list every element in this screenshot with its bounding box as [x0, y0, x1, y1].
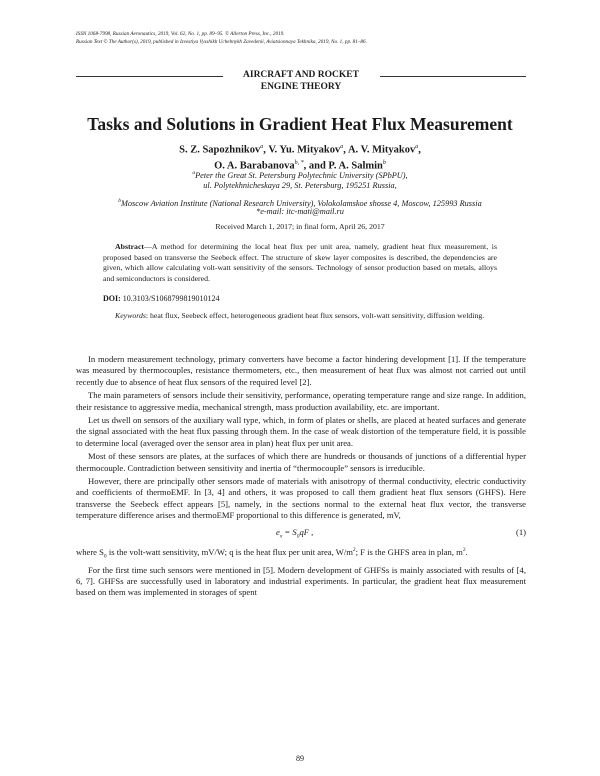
author-2: V. Yu. Mityakov	[268, 144, 341, 156]
author-4: O. A. Barabanova	[214, 160, 295, 171]
abstract	[103, 242, 497, 284]
doi-value[interactable]: 10.3103/S1068799819010124	[122, 294, 220, 303]
p6-part-a: where S	[76, 546, 104, 557]
eq-equals-s: = S	[282, 526, 297, 537]
author-3-affil: a	[415, 144, 419, 150]
abstract-label: Abstract	[115, 242, 145, 251]
journal-header	[76, 30, 536, 46]
journal-header-line1: ISSN 1068-7998, Russian Aeronautics, 2019, Vol. 62, No. 1, pp. 89–95. © Allerton Press, Inc., 2019.	[76, 31, 285, 37]
equation-1	[76, 525, 526, 541]
paragraph-5: However, there are principally other sensors made of materials with anisotropy of thermal conductivity, electric conductivity and coefficients of thermoEMF. In [3, 4] and others, it was proposed to call them gradient heat flux sensors (GHFS). Here transverse the Seebeck effect appears [5], namely, in the sections normal to the external heat flux vector, the transverse temperature difference arises and thermoEMF proportional to this difference is generated, mV,	[76, 476, 526, 521]
affiliation-b-marker: b	[118, 198, 121, 204]
paragraph-6	[76, 545, 526, 563]
section-rule-left	[76, 76, 223, 77]
paragraph-2: The main parameters of sensors include their sensitivity, performance, operating temperature range and size range. In addition, their resistance to aggressive media, mechanical strength, mass production availability, etc. are important.	[76, 390, 526, 412]
equation-expression	[276, 527, 313, 543]
received-dates: Received March 1, 2017; in final form, April 26, 2017	[215, 222, 385, 231]
paragraph-4: Most of these sensors are plates, at the surfaces of which there are hundreds or thousands of junctions of a differential hyper thermocouple. Contradiction between sensitivity and inertia of “thermocouple” sensors is irreducible.	[76, 451, 526, 473]
section-heading-line2: ENGINE THEORY	[260, 82, 342, 92]
p6-part-b: is the volt-watt sensitivity, mV/W; q is the heat flux per unit area, W/m	[106, 546, 353, 557]
eq-symbol-e: e	[276, 526, 280, 537]
paragraph-7: For the first time such sensors were mentioned in [5]. Modern development of GHFSs is mainly associated with results of [4, 6, 7]. GHFSs are successfully used in laboratory and industrial experiments. In particular, the gradient heat flux measurement based on them was implemented in storages of spent	[76, 564, 526, 598]
author-3: A. V. Mityakov	[347, 144, 416, 156]
author-1-affil: a	[260, 144, 264, 150]
p6-sup1: 2	[352, 546, 356, 553]
page-number: 89	[296, 754, 304, 763]
journal-header-line2: Russian Text © The Author(s), 2019, published in Izvestiya Vysshikh Uchebnykh Zavedenii, Aviatsionnaya Tekhnika, 2019, No. 1, pp. 81–86.	[76, 39, 367, 45]
eq-sub-0: 0	[296, 533, 300, 540]
author-5-affil: b	[382, 159, 386, 166]
section-heading-line1: AIRCRAFT AND ROCKET	[243, 70, 359, 80]
section-heading	[226, 69, 376, 93]
abstract-text: —A method for determining the local heat flux per unit area, namely, gradient heat flux measurement, is proposed based on transverse the Seebeck effect. The structure of skew layer composites is described, the dependencies are given, which allow calculating volt-watt sensitivity of the sensors. Technology of sensor production based on metals, alloys and semiconductors is considered.	[103, 242, 497, 283]
author-2-affil: a	[340, 144, 344, 150]
affiliation-a-line2: ul. Polytekhnicheskaya 29, St. Petersburg, 195251 Russia,	[203, 181, 397, 191]
affiliation-b-line1: Moscow Aviation Institute (National Research University), Volokolamskoe shosse 4, Moscow, 125993 Russia	[121, 198, 482, 208]
eq-sub-x: x	[279, 533, 283, 540]
eq-rest: qF ,	[299, 526, 314, 537]
author-list: S. Z. Sapozhnikov$^a$, V. Yu. Mityakov$^a$, A. V. Mityakov$^a$, O. A. Barabanova$^{b, *}$, and P. A. Salmin$^b$	[179, 144, 421, 171]
affiliation-a-line1: Peter the Great St. Petersburg Polytechnic University (SPbPU),	[195, 170, 408, 180]
body-text	[76, 354, 526, 601]
p6-part-d: .	[465, 546, 468, 557]
author-4-affil: b, *	[294, 159, 304, 166]
section-rule-right	[380, 76, 526, 77]
author-5: P. A. Salmin	[328, 160, 383, 171]
p6-sub: 0	[103, 553, 107, 560]
article-title: Tasks and Solutions in Gradient Heat Flux Measurement	[87, 114, 513, 134]
doi-label: DOI:	[103, 294, 121, 303]
p6-sup2: 2	[462, 546, 466, 553]
corresponding-email[interactable]: *e-mail: itc-mati@mail.ru	[256, 207, 344, 216]
keywords-text: : heat flux, Seebeck effect, heterogeneous gradient heat flux sensors, volt-watt sensitivity, diffusion welding.	[145, 311, 485, 320]
author-1: S. Z. Sapozhnikov	[179, 144, 261, 156]
affiliation-a	[60, 168, 540, 192]
keywords-label: Keywords	[115, 311, 146, 320]
equation-number: (1)	[515, 526, 526, 537]
doi	[103, 294, 219, 303]
p6-part-c: ; F is the GHFS area in plan, m	[355, 546, 463, 557]
keywords	[103, 311, 497, 322]
paragraph-1: In modern measurement technology, primary converters have become a factor hindering development [1]. If the temperature was measured by thermocouples, resistance thermometers, etc., then measurement of heat flux was almost not carried out until recently due to absence of heat flux sensors of the required level [2].	[76, 354, 526, 387]
affiliation-a-marker: a	[192, 170, 196, 176]
author-and: and	[308, 160, 326, 171]
paragraph-3: Let us dwell on sensors of the auxiliary wall type, which, in form of plates or shells, are placed at heated surfaces and generate the signal associated with the heat flux passing through them. In the case of weak distortion of the temperature field, it is possible to determine local (averaged over the sensor area in plan) heat flux per unit area.	[76, 415, 526, 448]
